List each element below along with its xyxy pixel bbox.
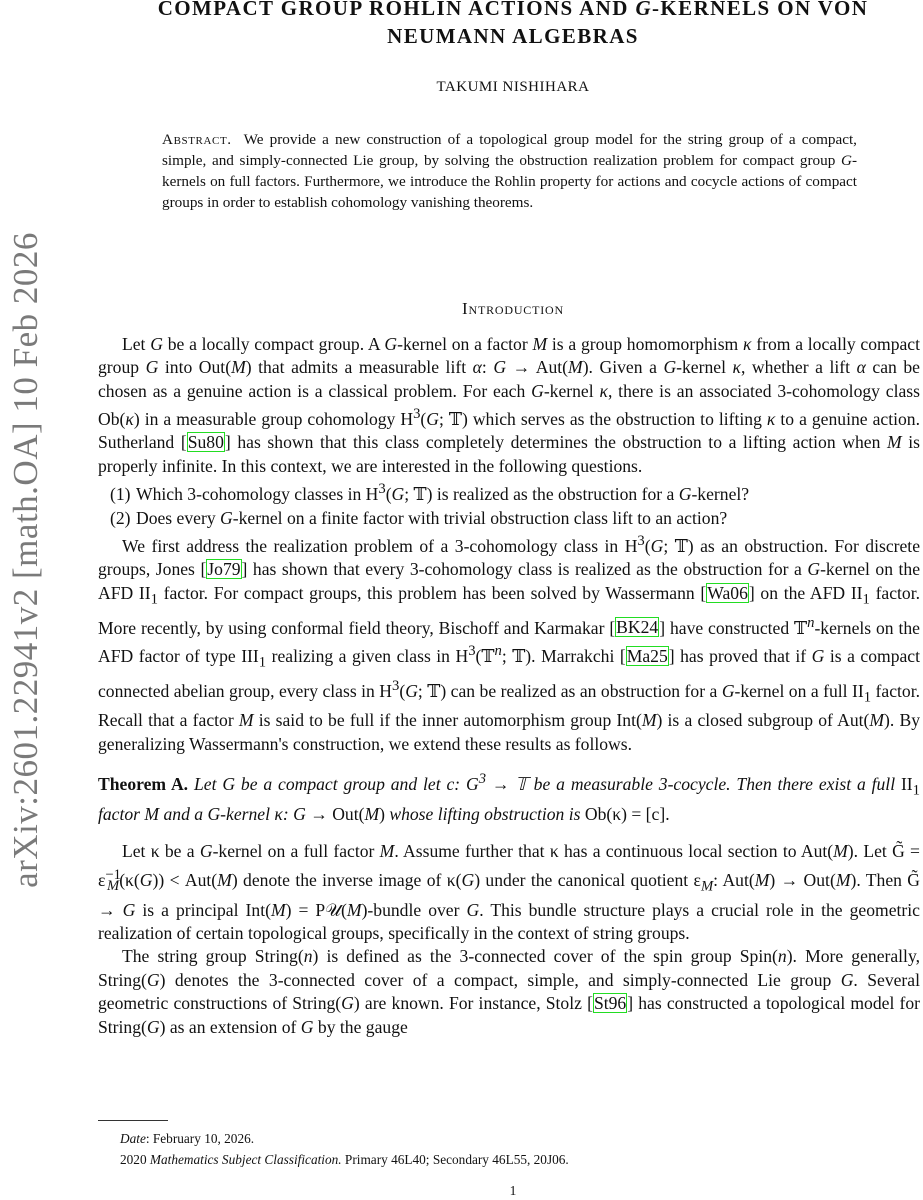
- abstract-text: We provide a new construction of a topological group model for the string group of a compact, simple, and simply-connected Lie group, by solving the obstruction realization problem for compact group: [162, 131, 857, 169]
- paragraph-1: Let G be a locally compact group. A G-kernel on a factor M is a group homomorphism κ from a locally compact group G into Out(M) that admits a measurable lift α: G → Aut(M). Given a G-kernel κ, whether a lift α can be chosen as a genuine action is a classical problem. For each G-kernel κ, there is an associated 3-cohomology class Ob(κ) in a measurable group cohomology $H^3(G$; 𝕋) which serves as the obstruction to lifting κ to a genuine action. Sutherland [Su80] has shown that this class completely determines the obstruction to a lifting action when M is properly infinite. In this context, we are interested in the following questions.: [98, 334, 921, 476]
- citation-link-st96[interactable]: St96: [593, 993, 627, 1014]
- citation-link-su80[interactable]: Su80: [187, 432, 224, 453]
- title-symbol: G: [635, 0, 653, 20]
- abstract: [162, 129, 857, 213]
- author-name: TAKUMI NISHIHARA: [436, 79, 590, 95]
- footnotes: [120, 1128, 900, 1170]
- theorem-label: Theorem A.: [98, 774, 189, 795]
- citation-link-wa06[interactable]: Wa06: [707, 582, 748, 603]
- abstract-label: Abstract.: [162, 131, 232, 148]
- title-part: COMPACT GROUP ROHLIN ACTIONS AND: [157, 0, 636, 20]
- body-text: [98, 333, 920, 1039]
- footnote-msc: 2020 Mathematics Subject Classification. Primary 46L40; Secondary 46L55, 20J06.: [120, 1152, 569, 1167]
- page-number: 1: [509, 1183, 517, 1198]
- paragraph-2: We first address the realization problem of a 3-cohomology class in $H^3(G$; 𝕋) as an obstruction. For discrete groups, Jones [Jo79] has shown that every 3-cohomology class is realized as the obstruction for a G-kernel on the AFD $II_1$ factor. For compact groups, this problem has been solved by Wassermann [Wa06] on the AFD $II_1$ factor. More recently, by using conformal field theory, Bischoff and Karmakar [BK24] have constructed 𝕋$^n$-kernels on the AFD factor of type $III_1$ realizing a given class in $H^3(𝕋^n$; 𝕋). Marrakchi [Ma25] has proved that if G is a compact connected abelian group, every class in $H^3(G$; 𝕋) can be realized as an obstruction for a G-kernel on a full $II_1$ factor. Recall that a factor M is said to be full if the inner automorphism group Int(M) is a closed subgroup of Aut(M). By generalizing Wassermann's construction, we extend these results as follows.: [98, 532, 921, 754]
- abstract-text: -kernels on full factors. Furthermore, we introduce the Rohlin property for actions and cocycle actions of compact groups in order to establish cohomology vanishing theorems.: [162, 152, 857, 211]
- list-item: (2) Does every G-kernel on a finite factor with trivial obstruction class lift to an action?: [110, 507, 728, 528]
- list-item: (1) Which 3-cohomology classes in $H^3(G$; 𝕋) is realized as the obstruction for a G-kernel?: [110, 481, 750, 505]
- paragraph-3: Let κ be a G-kernel on a full factor M. Assume further that κ has a continuous local section to Aut(M). Let G̃ = $\varepsilon^{-1}_M(\kappa(G)) < Aut(M)$ denote the inverse image of κ(G) under the canonical quotient $\varepsilon_M$: Aut(M) → Out(M). Then G̃ → G is a principal Int(M) = P𝒰(M)-bundle over G. This bundle structure plays a crucial role in the geometric realization of certain topological groups, specifically in the context of string groups.: [98, 841, 921, 943]
- section-heading-introduction: Introduction: [462, 299, 564, 318]
- footnote-divider: [98, 1120, 168, 1121]
- arxiv-identifier-stamp: [6, 200, 46, 920]
- arxiv-identifier-text: arXiv:2601.22941v2 [math.OA] 10 Feb 2026: [6, 232, 45, 888]
- paper-title: [98, 0, 923, 50]
- paragraph-4: The string group String(n) is defined as the 3-connected cover of the spin group Spin(n). More generally, String(G) denotes the 3-connected cover of a compact, simple, and simply-connected Lie group G. Several geometric constructions of String(G) are known. For instance, Stolz [St96] has constructed a topological model for String(G) as an extension of G by the gauge: [98, 946, 920, 1037]
- footnote-date: Date: February 10, 2026.: [120, 1131, 255, 1146]
- theorem-a: Theorem A. Let G be a compact group and let c: $G^3$ → 𝕋 be a measurable 3-cocycle. Then there exist a full $II_1$ factor M and a G-kernel κ: G → Out(M) whose lifting obstruction is Ob(κ) = [c].: [98, 771, 920, 824]
- math-symbol: G: [840, 152, 852, 169]
- title-line-2: NEUMANN ALGEBRAS: [387, 24, 639, 48]
- question-list: [98, 478, 920, 530]
- citation-link-ma25[interactable]: Ma25: [626, 645, 668, 666]
- title-part: -KERNELS ON VON: [652, 0, 869, 20]
- citation-link-jo79[interactable]: Jo79: [207, 559, 241, 580]
- citation-link-bk24[interactable]: BK24: [616, 617, 659, 638]
